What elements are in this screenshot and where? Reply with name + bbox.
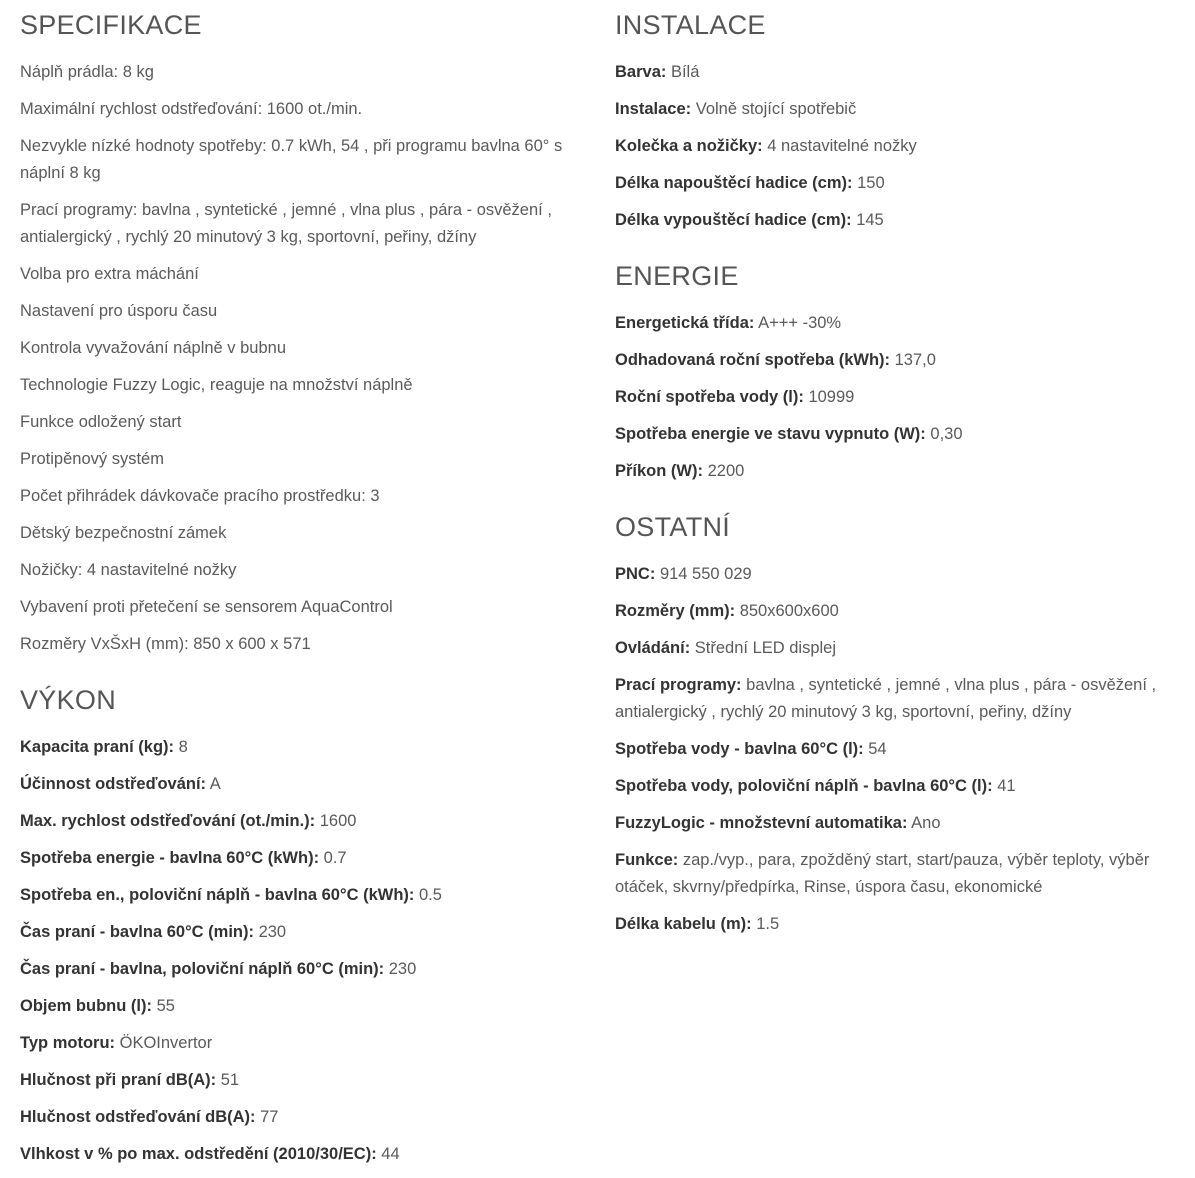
spec-value: 1.5 (756, 915, 780, 933)
spec-item: Kontrola vyvažování náplně v bubnu (20, 339, 287, 357)
spec-list (20, 59, 595, 658)
spec-value: 10999 (808, 388, 855, 406)
spec-key: Vlhkost v % po max. odstředění (2010/30/EC): (20, 1145, 377, 1163)
spec-row (615, 773, 1185, 800)
spec-key: Typ motoru: (20, 1034, 116, 1052)
spec-value: 0.5 (418, 886, 442, 904)
section-title-energie: ENERGIE (615, 261, 739, 291)
spec-value: 77 (260, 1108, 279, 1126)
spec-key: Hlučnost odstřeďování dB(A): (20, 1108, 256, 1126)
spec-key: Délka kabelu (m): (615, 915, 752, 933)
spec-key: Účinnost odstřeďování: (20, 775, 207, 793)
spec-key: Délka napouštěcí hadice (cm): (615, 174, 853, 192)
spec-row (615, 810, 1185, 837)
spec-value: 4 nastavitelné nožky (767, 137, 917, 155)
spec-key: Energetická třída: (615, 314, 755, 332)
spec-key: Spotřeba en., poloviční náplň - bavlna 60°C (kWh): (20, 886, 415, 904)
spec-row (615, 207, 1185, 234)
spec-value: 230 (388, 960, 417, 978)
spec-key: Kapacita praní (kg): (20, 738, 175, 756)
section-title-ostatni: OSTATNÍ (615, 512, 731, 542)
section-title-instalace: INSTALACE (615, 10, 766, 40)
spec-key: Instalace: (615, 100, 692, 118)
spec-key: Spotřeba energie - bavlna 60°C (kWh): (20, 849, 320, 867)
spec-row (615, 598, 1185, 625)
spec-value: Bílá (670, 63, 700, 81)
section-vykon (20, 683, 595, 1178)
spec-key: PNC: (615, 565, 656, 583)
spec-key: Spotřeba energie ve stavu vypnuto (W): (615, 425, 926, 443)
spec-value: 914 550 029 (659, 565, 752, 583)
spec-item: Nastavení pro úsporu času (20, 302, 218, 320)
spec-item: Počet přihrádek dávkovače pracího prostředku: 3 (20, 487, 380, 505)
spec-key: Spotřeba vody, poloviční náplň - bavlna 60°C (l): (615, 777, 993, 795)
instalace-list (615, 59, 1185, 234)
spec-row (20, 1104, 595, 1131)
spec-value: 8 (178, 738, 188, 756)
spec-row (20, 771, 595, 798)
spec-row (20, 1067, 595, 1094)
spec-row (615, 133, 1185, 160)
spec-value: 850x600x600 (739, 602, 839, 620)
spec-row (615, 59, 1185, 86)
spec-key: Kolečka a nožičky: (615, 137, 763, 155)
spec-value: ÖKOInvertor (119, 1034, 213, 1052)
spec-row (20, 919, 595, 946)
spec-key: Rozměry (mm): (615, 602, 736, 620)
spec-value: 44 (381, 1145, 400, 1163)
spec-key: Délka vypouštěcí hadice (cm): (615, 211, 852, 229)
spec-item: Volba pro extra máchání (20, 265, 199, 283)
spec-row (615, 458, 1185, 485)
spec-value: zap./vyp., para, zpožděný start, start/pauza, výběr teploty, výběr otáček, skvrny/předpírka, Rinse, úspora času, ekonomické (615, 851, 1150, 896)
spec-item: Funkce odložený start (20, 413, 182, 431)
spec-key: Max. rychlost odstřeďování (ot./min.): (20, 812, 316, 830)
spec-row (615, 635, 1185, 662)
spec-row (615, 672, 1185, 726)
spec-item: Dětský bezpečnostní zámek (20, 524, 227, 542)
vykon-list (20, 734, 595, 1168)
spec-row (20, 734, 595, 761)
spec-item: Prací programy: bavlna , syntetické , jemné , vlna plus , pára - osvěžení , antialergický , rychlý 20 minutový 3 kg, sportovní, peřiny, džíny (20, 201, 552, 246)
section-title-specifikace: SPECIFIKACE (20, 10, 202, 40)
section-ostatni (615, 510, 1185, 948)
spec-value: A (209, 775, 221, 793)
section-specifikace (20, 8, 595, 668)
spec-row (20, 1030, 595, 1057)
spec-item: Náplň prádla: 8 kg (20, 63, 154, 81)
spec-item: Technologie Fuzzy Logic, reaguje na množství náplně (20, 376, 413, 394)
spec-row (615, 421, 1185, 448)
spec-row (615, 736, 1185, 763)
spec-value: 54 (868, 740, 887, 758)
spec-value: 150 (857, 174, 885, 192)
spec-value: 1600 (319, 812, 357, 830)
spec-row (20, 1141, 595, 1168)
spec-item: Maximální rychlost odstřeďování: 1600 ot./min. (20, 100, 363, 118)
spec-item: Protipěnový systém (20, 450, 164, 468)
spec-key: Hlučnost při praní dB(A): (20, 1071, 217, 1089)
energie-list (615, 310, 1185, 485)
spec-row (615, 310, 1185, 337)
spec-key: Funkce: (615, 851, 679, 869)
spec-item: Rozměry VxŠxH (mm): 850 x 600 x 571 (20, 635, 311, 653)
spec-row (20, 808, 595, 835)
spec-item: Vybavení proti přetečení se sensorem AquaControl (20, 598, 393, 616)
spec-value: 0,30 (930, 425, 963, 443)
spec-row (20, 993, 595, 1020)
spec-key: Čas praní - bavlna 60°C (min): (20, 923, 254, 941)
spec-key: FuzzyLogic - množstevní automatika: (615, 814, 908, 832)
spec-row (615, 561, 1185, 588)
spec-key: Objem bubnu (l): (20, 997, 152, 1015)
spec-item: Nožičky: 4 nastavitelné nožky (20, 561, 237, 579)
ostatni-list (615, 561, 1185, 938)
spec-value: A+++ -30% (758, 314, 842, 332)
spec-key: Prací programy: (615, 676, 742, 694)
spec-row (615, 384, 1185, 411)
spec-value: Ano (911, 814, 941, 832)
spec-item: Nezvykle nízké hodnoty spotřeby: 0.7 kWh, 54 , při programu bavlna 60° s náplní 8 kg (20, 137, 563, 182)
spec-value: 41 (997, 777, 1016, 795)
spec-value: 145 (856, 211, 884, 229)
spec-row (615, 170, 1185, 197)
spec-key: Příkon (W): (615, 462, 703, 480)
spec-row (20, 845, 595, 872)
section-energie (615, 259, 1185, 495)
spec-value: bavlna , syntetické , jemné , vlna plus , pára - osvěžení , antialergický , rychlý 20 minutový 3 kg, sportovní, peřiny, džíny (615, 676, 1157, 721)
spec-value: Volně stojící spotřebič (695, 100, 857, 118)
section-title-vykon: VÝKON (20, 685, 117, 715)
spec-key: Ovládání: (615, 639, 691, 657)
spec-value: 51 (220, 1071, 240, 1089)
spec-key: Odhadovaná roční spotřeba (kWh): (615, 351, 891, 369)
section-instalace (615, 8, 1185, 244)
spec-value: 0.7 (323, 849, 347, 867)
spec-row (615, 911, 1185, 938)
spec-row (20, 882, 595, 909)
spec-value: 230 (258, 923, 287, 941)
spec-value: 137,0 (894, 351, 936, 369)
spec-key: Barva: (615, 63, 667, 81)
spec-value: Střední LED displej (694, 639, 837, 657)
spec-value: 55 (156, 997, 175, 1015)
spec-key: Spotřeba vody - bavlna 60°C (l): (615, 740, 864, 758)
spec-key: Roční spotřeba vody (l): (615, 388, 804, 406)
spec-row (20, 956, 595, 983)
spec-key: Čas praní - bavlna, poloviční náplň 60°C (min): (20, 960, 385, 978)
spec-row (615, 847, 1185, 901)
spec-row (615, 96, 1185, 123)
spec-row (615, 347, 1185, 374)
spec-value: 2200 (707, 462, 745, 480)
